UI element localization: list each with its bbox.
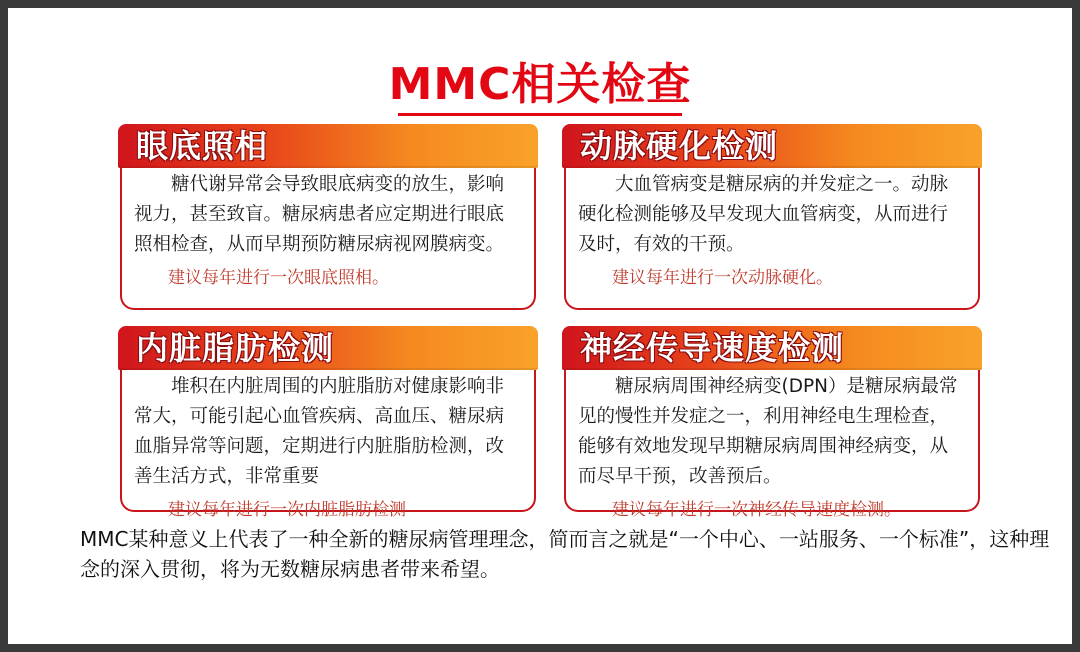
- card-advice: 建议每年进行一次内脏脂肪检测: [168, 500, 406, 520]
- card-heading: 眼底照相: [136, 127, 269, 165]
- card-heading: 动脉硬化检测: [580, 127, 779, 165]
- card-body: [120, 366, 536, 520]
- card-description: 糖代谢异常会导致眼底病变的放生，影响视力，甚至致盲。糖尿病患者应定期进行眼底照相检查，从而早期预防糖尿病视网膜病变。: [134, 174, 505, 255]
- card-arteriosclerosis-test: [562, 124, 982, 310]
- card-advice: 建议每年进行一次眼底照相。: [168, 268, 389, 288]
- card-description: 大血管病变是糖尿病的并发症之一。动脉硬化检测能够及早发现大血管病变，从而进行及时，有效的干预。: [578, 174, 949, 255]
- card-advice: 建议每年进行一次神经传导速度检测。: [612, 500, 901, 520]
- card-nerve-conduction-test: [562, 326, 982, 520]
- card-visceral-fat-test: [118, 326, 538, 520]
- page-title: MMC相关检查: [388, 59, 692, 110]
- card-description: 糖尿病周围神经病变(DPN）是糖尿病最常见的慢性并发症之一，利用神经电生理检查，能够有效地发现早期糖尿病周围神经病变，从而尽早干预，改善预后。: [578, 376, 958, 487]
- card-header: [562, 326, 982, 370]
- card-heading: 神经传导速度检测: [580, 329, 845, 367]
- card-heading: 内脏脂肪检测: [136, 329, 335, 367]
- card-fundus-photography: [118, 124, 538, 310]
- card-body: [564, 366, 980, 520]
- card-header: [118, 326, 538, 370]
- summary-paragraph: MMC某种意义上代表了一种全新的糖尿病管理理念，简而言之就是“一个中心、一站服务、一个标准”，这种理念的深入贯彻，将为无数糖尿病患者带来希望。: [80, 527, 1050, 581]
- card-body: [564, 164, 980, 310]
- card-header: [562, 124, 982, 168]
- card-advice: 建议每年进行一次动脉硬化。: [612, 268, 833, 288]
- card-body: [120, 164, 536, 310]
- card-header: [118, 124, 538, 168]
- title-underline: [398, 113, 682, 116]
- document-page: [8, 8, 1072, 644]
- card-description: 堆积在内脏周围的内脏脂肪对健康影响非常大，可能引起心血管疾病、高血压、糖尿病血脂异常等问题，定期进行内脏脂肪检测，改善生活方式，非常重要: [134, 376, 505, 487]
